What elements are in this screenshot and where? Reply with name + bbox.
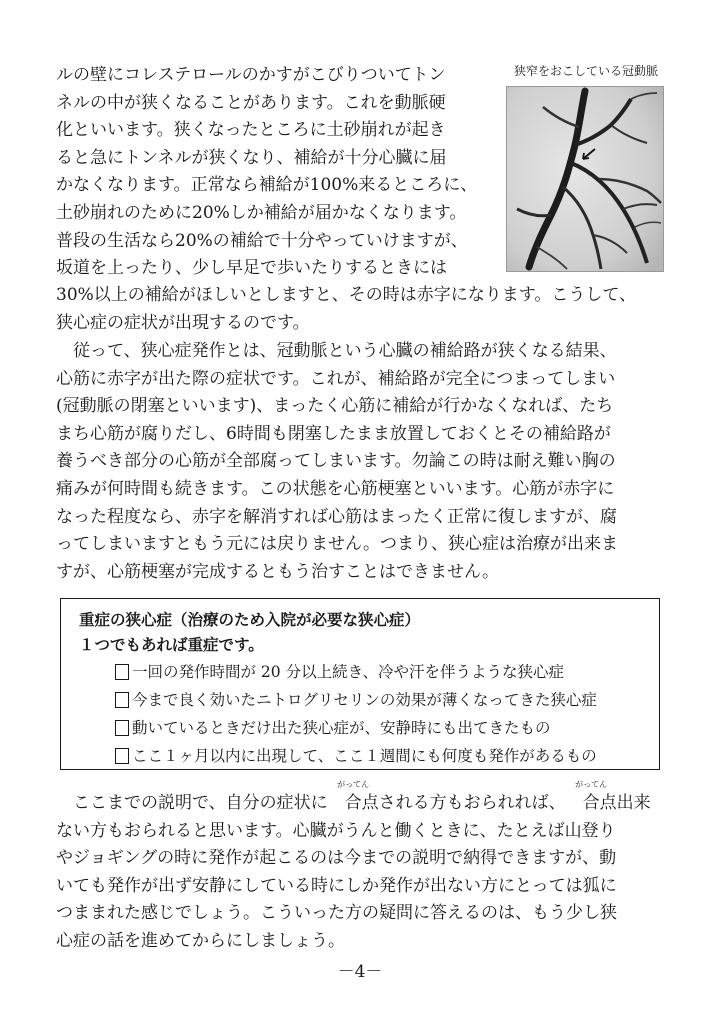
text-line: かなくなります。正常なら補給が100%来るところに、: [56, 175, 478, 196]
checklist-item-text: ここ１ヶ月以内に出現して、ここ１週間にも何度も発作があるもの: [132, 747, 597, 765]
text-line: [56, 780, 668, 818]
checklist-item-text: 一回の発作時間が 20 分以上続き、冷や汗を伴うような狭心症: [132, 663, 564, 681]
text-line: (冠動脈の閉塞といいます)、まったく心筋に補給が行かなくなれば、たち: [56, 396, 614, 417]
text-line: すが、心筋梗塞が完成するともう治すことはできません。: [56, 561, 500, 582]
lead-paragraph: [56, 62, 496, 283]
checkbox-icon: [115, 720, 129, 736]
page-number: －4－: [337, 962, 383, 982]
text-line: ると急にトンネルが狭くなり、補給が十分心臓に届: [56, 147, 447, 168]
text-line: 化といいます。狭くなったところに土砂崩れが起き: [56, 120, 446, 141]
text-line: つままれた感じでしょう。こういった方の疑問に答えるのは、もう少し狭: [56, 903, 617, 924]
checkbox-icon: [115, 664, 129, 680]
text-line: 心症の話を進めてからにしましょう。: [56, 930, 345, 951]
text-line: 狭心症の症状が出現するのです。: [56, 312, 310, 333]
checklist-item: [79, 658, 641, 686]
box-title: 重症の狭心症（治療のため入院が必要な狭心症）: [79, 611, 421, 629]
checklist-item: [79, 742, 641, 770]
text-line: なった程度なら、赤字を解消すれば心筋はまったく正常に復しますが、腐: [56, 506, 617, 527]
text-line: まち心筋が腐りだし、6時間も閉塞したまま放置しておくとその補給路が: [56, 423, 611, 444]
figure-caption: 狭窄をおこしている冠動脈: [513, 64, 658, 78]
lead-continuation: [56, 282, 668, 337]
text-fragment: ここまでの説明で、自分の症状に: [73, 793, 328, 813]
text-line: 痛みが何時間も続きます。この状態を心筋梗塞といいます。心筋が赤字に: [56, 478, 615, 499]
paragraph-2: [56, 338, 668, 586]
checklist-item-text: 今まで良く効いたニトログリセリンの効果が薄くなってきた狭心症: [132, 691, 597, 709]
text-line: 土砂崩れのために20%しか補給が届かなくなります。: [56, 202, 467, 223]
ruby-base: 合点: [582, 793, 617, 813]
text-line: ネルの中が狭くなることがあります。これを動脈硬: [56, 92, 446, 113]
angiogram-figure: [506, 62, 666, 272]
ruby-word: [566, 780, 617, 818]
coronary-angiogram-image: [506, 86, 664, 272]
ruby-base: 合点: [344, 793, 379, 813]
text-line: やジョギングの時に発作が起こるのは今までの説明で納得できますが、動: [56, 848, 617, 869]
text-fragment: 出来: [616, 793, 651, 813]
text-line: 普段の生活なら20%の補給で十分やっていけますが、: [56, 230, 468, 251]
text-line: ルの壁にコレステロールのかすがこびりついてトン: [56, 65, 446, 85]
text-line: いても発作が出ず安静にしている時にしか発作が出ない方にとっては狐に: [56, 875, 617, 896]
checkbox-icon: [115, 748, 129, 764]
checklist-item: [79, 714, 641, 742]
checkbox-icon: [115, 692, 129, 708]
text-line: 心筋に赤字が出た際の症状です。これが、補給路が完全につまってしまい: [56, 368, 616, 389]
text-line: 従って、狭心症発作とは、冠動脈という心臓の補給路が狭くなる結果、: [73, 341, 617, 361]
text-line: ってしまいますともう元には戻りません。つまり、狭心症は治療が出来ま: [56, 534, 619, 555]
ruby-word: [328, 780, 379, 818]
checklist-item-text: 動いているときだけ出た狭心症が、安静時にも出てきたもの: [132, 719, 551, 737]
text-fragment: される方もおられれば、: [378, 793, 566, 813]
box-subtitle: １つでもあれば重症です。: [79, 636, 264, 654]
ruby-reading: がってん: [575, 780, 608, 789]
text-line: ない方もおられると思います。心臓がうんと働くときに、たとえば山登り: [56, 820, 616, 841]
text-line: 坂道を上ったり、少し早足で歩いたりするときには: [56, 258, 447, 279]
severe-angina-box: [60, 598, 660, 770]
text-line: 養うべき部分の心筋が全部腐ってしまいます。勿論この時は耐え難い胸の: [56, 451, 616, 472]
checklist-item: [79, 686, 641, 714]
paragraph-3: [56, 780, 668, 956]
text-line: 30%以上の補給がほしいとしますと、その時は赤字になります。こうして、: [56, 285, 637, 305]
ruby-reading: がってん: [337, 780, 370, 789]
